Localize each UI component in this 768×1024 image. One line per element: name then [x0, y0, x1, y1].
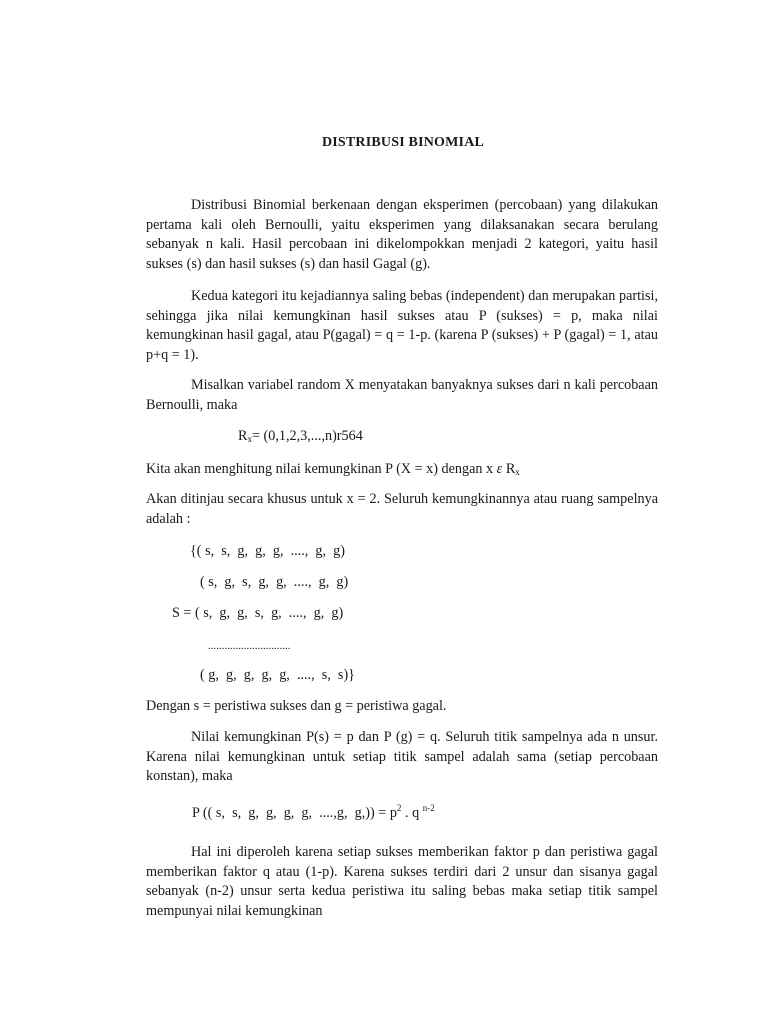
paragraph-explanation: Hal ini diperoleh karena setiap sukses memberikan faktor p dan peristiwa gagal memberikan faktor q atau (1-p). Karena sukses terdiri dari 2 unsur dan sisanya gagal sebanyak (n-2) unsur serta kedua peristiwa itu saling bebas maka setiap titik sampel mempunyai nilai kemungkinan	[146, 844, 658, 919]
formula-exponent-p: 2	[396, 803, 402, 813]
paragraph-compute	[146, 460, 520, 483]
compute-r: R	[502, 461, 516, 477]
set-line-3-values: ( s, g, g, s, g, ...., g, g)	[195, 605, 344, 621]
paragraph-random-variable: Misalkan variabel random X menyatakan banyaknya sukses dari n kali percobaan Bernoulli, maka	[146, 377, 658, 413]
page-title: DISTRIBUSI BINOMIAL	[321, 135, 485, 150]
formula-main: P (( s, s, g, g, g, g, ....,g, g,)) = p	[192, 805, 397, 821]
compute-subscript: x	[515, 467, 520, 477]
set-line-1: {( s, s, g, g, g, ...., g, g)	[190, 543, 345, 559]
epsilon-symbol: ε	[496, 461, 503, 477]
range-symbol: R	[238, 428, 248, 444]
formula-exponent-q: n-2	[422, 803, 435, 813]
paragraph-probability: Nilai kemungkinan P(s) = p dan P (g) = q. Seluruh titik sampelnya ada n unsur. Karena nilai kemungkinan untuk setiap titik sampel adalah sama (setiap percobaan konstan), maka	[146, 729, 658, 785]
set-line-2: ( s, g, s, g, g, ...., g, g)	[200, 574, 349, 590]
probability-formula	[192, 799, 435, 824]
set-line-3	[172, 604, 343, 624]
paragraph-categories: Kedua kategori itu kejadiannya saling bebas (independent) dan merupakan partisi, sehingga jika nilai kemungkinan hasil sukses atau P (sukses) = p, maka nilai kemungkinan hasil gagal, atau P(gagal) = q = 1-p. (karena P (sukses) + P (gagal) = 1, atau p+q = 1).	[146, 288, 658, 363]
formula-middle: . q	[401, 805, 423, 821]
compute-text: Kita akan menghitung nilai kemungkinan P (X = x) dengan x	[146, 461, 497, 477]
set-ellipsis: ..............................	[208, 640, 291, 652]
set-label: S =	[172, 605, 195, 621]
paragraph-intro: Distribusi Binomial berkenaan dengan eksperimen (percobaan) yang dilakukan pertama kali oleh Bernoulli, yaitu eksperimen yang dilaksanakan secara berulang sebanyak n kali. Hasil percobaan ini dikelompokkan menjadi 2 kategori, yaitu hasil sukses (s) dan hasil sukses (s) dan hasil Gagal (g).	[146, 197, 658, 272]
range-values: = (0,1,2,3,...,n)r564	[251, 428, 363, 444]
paragraph-definitions: Dengan s = peristiwa sukses dan g = peristiwa gagal.	[146, 698, 447, 714]
paragraph-sample-space: Akan ditinjau secara khusus untuk x = 2. Seluruh kemungkinannya atau ruang sampelnya adalah :	[146, 491, 658, 527]
range-formula	[238, 427, 363, 450]
set-line-5: ( g, g, g, g, g, ...., s, s)}	[200, 667, 355, 683]
range-subscript: x	[247, 434, 252, 444]
